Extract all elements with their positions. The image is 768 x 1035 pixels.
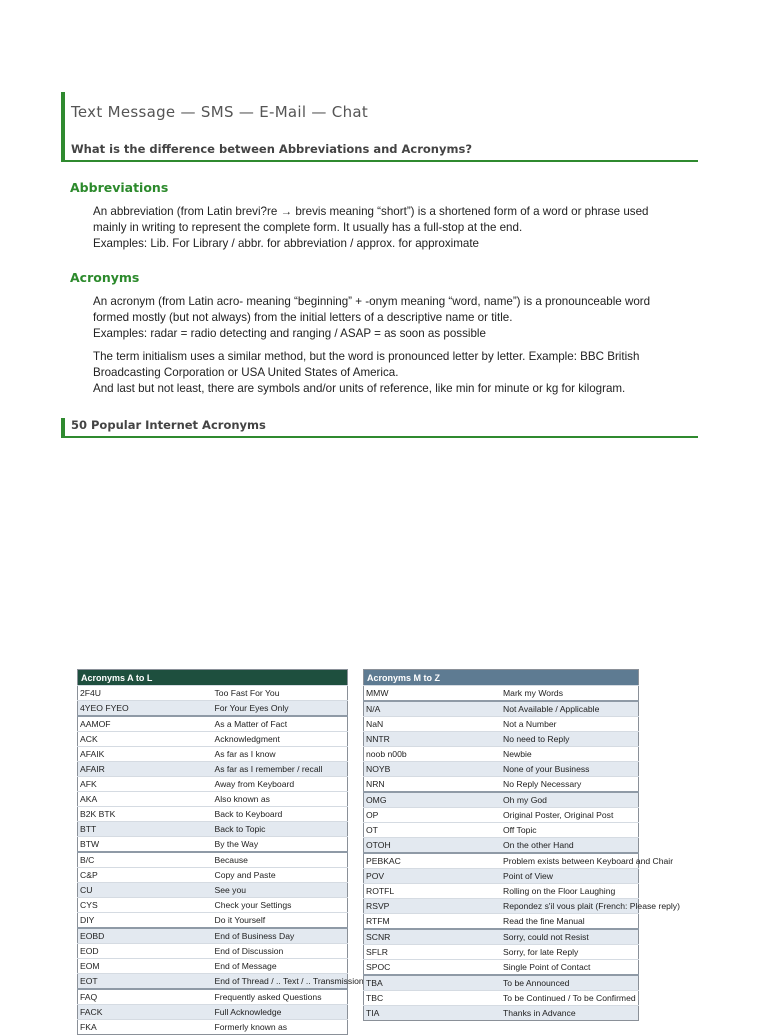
acronym-cell: RTFM [364,914,502,930]
meaning-cell: Not Available / Applicable [501,701,639,717]
table-row [364,792,639,808]
acronym-cell: BTT [78,822,213,837]
acronym-cell: AFAIR [78,762,213,777]
acronym-cell: FKA [78,1020,213,1035]
acronym-cell: AFK [78,777,213,792]
meaning-cell: End of Message [213,959,348,974]
meaning-cell: Acknowledgment [213,732,348,747]
meaning-cell: End of Business Day [213,928,348,944]
table-row [364,838,639,854]
acronym-cell: POV [364,869,502,884]
acronym-cell: EOM [78,959,213,974]
meaning-cell: Thanks in Advance [501,1006,639,1021]
acronym-cell: NaN [364,717,502,732]
acronym-cell: 2F4U [78,686,213,701]
table-row [78,974,348,990]
meaning-cell: Back to Keyboard [213,807,348,822]
acronym-cell: RSVP [364,899,502,914]
table-row [364,762,639,777]
table-row [364,914,639,930]
acronyms-paragraph [93,294,693,342]
meaning-cell: Read the fine Manual [501,914,639,930]
abbreviations-line: Examples: Lib. For Library / abbr. for abbreviation / approx. for approximate [93,237,480,250]
meaning-cell: By the Way [213,837,348,853]
meaning-cell: Copy and Paste [213,868,348,883]
table-row [78,913,348,929]
table-row [364,717,639,732]
acronyms-line: formed mostly (but not always) from the initial letters of a descriptive name or title. [93,311,513,324]
acronym-cell: ROTFL [364,884,502,899]
meaning-cell: Original Poster, Original Post [501,808,639,823]
meaning-cell: Not a Number [501,717,639,732]
table-row [78,868,348,883]
acronym-cell: OT [364,823,502,838]
acronym-cell: NOYB [364,762,502,777]
meaning-cell: No Reply Necessary [501,777,639,793]
acronym-cell: AAMOF [78,716,213,732]
abbreviations-paragraph [93,204,693,252]
meaning-cell: Away from Keyboard [213,777,348,792]
meaning-cell: Do it Yourself [213,913,348,929]
acronym-cell: OP [364,808,502,823]
acronym-cell: CU [78,883,213,898]
meaning-cell: End of Discussion [213,944,348,959]
table-row [78,959,348,974]
table-row [78,747,348,762]
table-row [364,701,639,717]
initialism-line: And last but not least, there are symbols and/or units of reference, like min for minute or kg for kilogram. [93,382,626,395]
acronyms-line: An acronym (from Latin acro- meaning “beginning” + -onym meaning “word, name”) is a pronounceable word [93,295,651,308]
acronym-cell: MMW [364,686,502,702]
meaning-cell: End of Thread / .. Text / .. Transmission [213,974,348,990]
acronym-cell: EOD [78,944,213,959]
meaning-cell: Because [213,852,348,868]
table-row [364,1006,639,1021]
acronym-cell: 4YEO FYEO [78,701,213,717]
acronyms-line: Examples: radar = radio detecting and ranging / ASAP = as soon as possible [93,327,486,340]
meaning-cell: Too Fast For You [213,686,348,701]
table-row [78,852,348,868]
meaning-cell: Rolling on the Floor Laughing [501,884,639,899]
table-row [78,792,348,807]
acronym-cell: noob n00b [364,747,502,762]
meaning-cell: To be Continued / To be Confirmed [501,991,639,1006]
meaning-cell: Also known as [213,792,348,807]
meaning-cell: As far as I remember / recall [213,762,348,777]
table-row [78,928,348,944]
acronym-cell: OTOH [364,838,502,854]
abbreviations-line: mainly in writing to represent the complete form. It usually has a full-stop at the end. [93,221,523,234]
acronym-cell: PEBKAC [364,853,502,869]
meaning-cell: Sorry, could not Resist [501,929,639,945]
table-row [364,991,639,1006]
abbreviations-line: An abbreviation (from Latin brevi?re → brevis meaning “short”) is a shortened form of a word or phrase used [93,205,649,218]
acronym-cell: AFAIK [78,747,213,762]
table-row [78,837,348,853]
meaning-cell: For Your Eyes Only [213,701,348,717]
table-row [364,899,639,914]
acronym-cell: SPOC [364,960,502,976]
meaning-cell: Repondez s'il vous plait (French: Please reply) [501,899,639,914]
acronym-cell: FACK [78,1005,213,1020]
table-row [364,960,639,976]
table-row [364,686,639,702]
acronym-cell: B2K BTK [78,807,213,822]
meaning-cell: Single Point of Contact [501,960,639,976]
initialism-line: The term initialism uses a similar method, but the word is pronounced letter by letter. Example: BBC British [93,350,640,363]
acronym-cell: NRN [364,777,502,793]
table-row [364,808,639,823]
meaning-cell: Formerly known as [213,1020,348,1035]
table-row [364,975,639,991]
table-row [364,929,639,945]
meaning-cell: Newbie [501,747,639,762]
meaning-cell: None of your Business [501,762,639,777]
acronym-cell: N/A [364,701,502,717]
acronym-cell: NNTR [364,732,502,747]
table-row [364,945,639,960]
acronym-cell: EOBD [78,928,213,944]
meaning-cell: Check your Settings [213,898,348,913]
acronym-cell: C&P [78,868,213,883]
acronyms-a-to-l-table [77,669,364,1035]
table-row [364,853,639,869]
meaning-cell: To be Announced [501,975,639,991]
meaning-cell: As far as I know [213,747,348,762]
table-row [78,777,348,792]
acronym-cell: TIA [364,1006,502,1021]
acronym-cell: BTW [78,837,213,853]
page-subtitle: What is the difference between Abbreviations and Acronyms? [71,142,472,156]
acronym-cell: EOT [78,974,213,990]
page-title: Text Message — SMS — E-Mail — Chat [71,103,369,121]
table-row [78,883,348,898]
table-row [78,762,348,777]
acronym-cell: TBC [364,991,502,1006]
table-row [364,823,639,838]
acronyms-heading: Acronyms [70,270,140,285]
table-row [78,807,348,822]
initialism-paragraph [93,349,693,397]
acronym-cell: SCNR [364,929,502,945]
meaning-cell: Problem exists between Keyboard and Chair [501,853,639,869]
acronym-cell: SFLR [364,945,502,960]
table-row [78,989,348,1005]
table-row [78,1020,348,1035]
table-row [78,822,348,837]
initialism-line: Broadcasting Corporation or USA United States of America. [93,366,399,379]
table-row [364,777,639,793]
meaning-cell: Mark my Words [501,686,639,702]
acronym-cell: TBA [364,975,502,991]
acronym-cell: ACK [78,732,213,747]
table-row [364,747,639,762]
table-row [364,732,639,747]
meaning-cell: Point of View [501,869,639,884]
acronym-cell: B/C [78,852,213,868]
table-header: Acronyms M to Z [364,670,639,686]
table-row [78,686,348,701]
meaning-cell: As a Matter of Fact [213,716,348,732]
acronym-cell: DIY [78,913,213,929]
acronym-cell: OMG [364,792,502,808]
acronym-cell: CYS [78,898,213,913]
meaning-cell: Off Topic [501,823,639,838]
table-row [78,898,348,913]
table-header: Acronyms A to L [78,670,348,686]
meaning-cell: Sorry, for late Reply [501,945,639,960]
abbreviations-heading: Abbreviations [70,180,169,195]
document-title-block [61,92,698,162]
meaning-cell: On the other Hand [501,838,639,854]
table-row [78,716,348,732]
table-row [78,1005,348,1020]
table-row [78,732,348,747]
table-row [78,701,348,717]
meaning-cell: Frequently asked Questions [213,989,348,1005]
table-row [78,944,348,959]
table-row [364,869,639,884]
acronym-cell: AKA [78,792,213,807]
acronyms-m-to-z-table [363,669,680,1021]
meaning-cell: Full Acknowledge [213,1005,348,1020]
acronym-cell: FAQ [78,989,213,1005]
meaning-cell: Oh my God [501,792,639,808]
meaning-cell: Back to Topic [213,822,348,837]
popular-acronyms-heading: 50 Popular Internet Acronyms [71,418,266,432]
popular-acronyms-heading-block [61,418,698,438]
meaning-cell: No need to Reply [501,732,639,747]
table-row [364,884,639,899]
meaning-cell: See you [213,883,348,898]
